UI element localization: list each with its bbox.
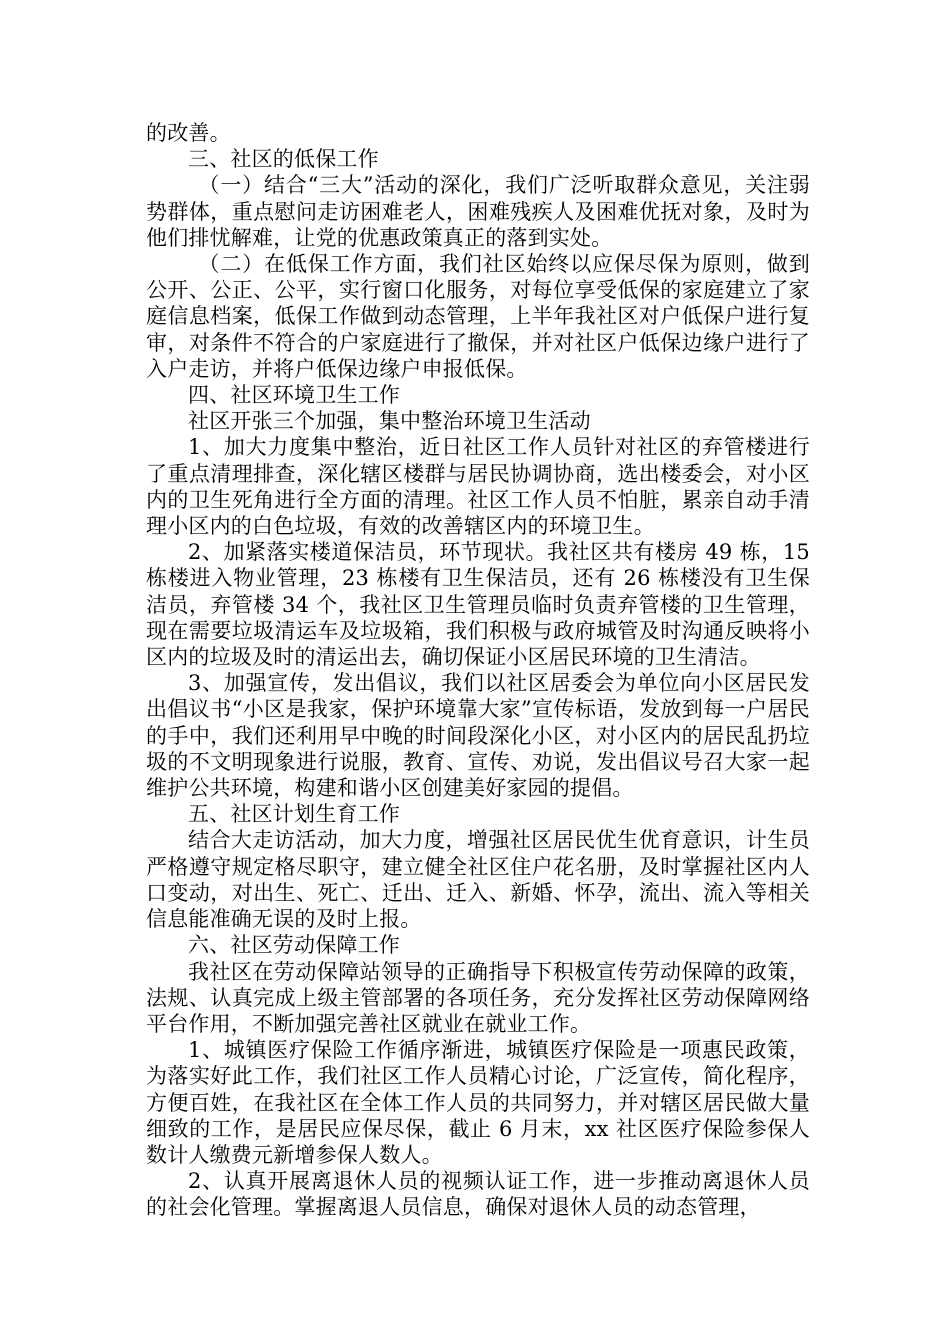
paragraph-4-3: 3、加强宣传，发出倡议，我们以社区居委会为单位向小区居民发出倡议书“小区是我家，保护环境靠大家”宣传标语，发放到每一户居民的手中，我们还利用早中晚的时间段深化小区，对小区内的居民乱扔垃圾的不文明现象进行说服，教育、宣传、劝说，发出倡议号召大家一起维护公共环境，构建和谐小区创建美好家园的提倡。 — [146, 671, 810, 801]
section-heading-5: 五、社区计划生育工作 — [188, 802, 400, 827]
paragraph-6-1: 1、城镇医疗保险工作循序渐进，城镇医疗保险是一项惠民政策，为落实好此工作，我们社区工作人员精心讨论，广泛宣传，简化程序，方便百姓，在我社区在全体工作人员的共同努力，并对辖区居民做大量细致的工作，是居民应保尽保，截止 6 月末，xx 社区医疗保险参保人数计人缴费元新增参保人数人。 — [146, 1038, 810, 1167]
paragraph-continuation: 的改善。 — [146, 121, 231, 145]
document-body — [146, 120, 810, 1221]
paragraph-5-1: 结合大走访活动，加大力度，增强社区居民优生优育意识，计生员严格遵守规定格尽职守，建立健全社区住户花名册，及时掌握社区内人口变动，对出生、死亡、迁出、迁入、新婚、怀孕，流出、流入等相关信息能准确无误的及时上报。 — [146, 828, 810, 932]
section-heading-4: 四、社区环境卫生工作 — [188, 383, 400, 408]
paragraph-6-intro: 我社区在劳动保障站领导的正确指导下积极宣传劳动保障的政策，法规、认真完成上级主管部署的各项任务，充分发挥社区劳动保障网络平台作用，不断加强完善社区就业在就业工作。 — [146, 959, 810, 1036]
paragraph-6-2: 2、认真开展离退休人员的视频认证工作，进一步推动离退休人员的社会化管理。掌握离退人员信息，确保对退休人员的动态管理， — [146, 1169, 810, 1220]
section-heading-6: 六、社区劳动保障工作 — [188, 933, 400, 958]
paragraph-4-2: 2、加紧落实楼道保洁员，环节现状。我社区共有楼房 49 栋，15 栋楼进入物业管理，23 栋楼有卫生保洁员，还有 26 栋楼没有卫生保洁员，弃管楼 34 个，我社区卫生管理员临时负责弃管楼的卫生管理，现在需要垃圾清运车及垃圾箱，我们积极与政府城管及时沟通反映将小区内的垃圾及时的清运出去，确切保证小区居民环境的卫生清洁。 — [146, 540, 810, 670]
section-heading-3: 三、社区的低保工作 — [188, 147, 379, 172]
paragraph-4-1: 1、加大力度集中整治，近日社区工作人员针对社区的弃管楼进行了重点清理排查，深化辖区楼群与居民协调协商，选出楼委会，对小区内的卫生死角进行全方面的清理。社区工作人员不怕脏，累亲自动手清理小区内的白色垃圾，有效的改善辖区内的环境卫生。 — [146, 435, 810, 539]
paragraph-3-1: （一）结合“三大”活动的深化，我们广泛听取群众意见，关注弱势群体，重点慰问走访困难老人，困难残疾人及困难优抚对象，及时为他们排忧解难，让党的优惠政策真正的落到实处。 — [146, 173, 810, 250]
paragraph-4-intro: 社区开张三个加强，集中整治环境卫生活动 — [188, 409, 591, 434]
paragraph-3-2: （二）在低保工作方面，我们社区始终以应保尽保为原则，做到公开、公正、公平，实行窗口化服务，对每位享受低保的家庭建立了家庭信息档案，低保工作做到动态管理，上半年我社区对户低保户进行复审，对条件不符合的户家庭进行了撤保，并对社区户低保边缘户进行了入户走访，并将户低保边缘户申报低保。 — [146, 252, 810, 381]
